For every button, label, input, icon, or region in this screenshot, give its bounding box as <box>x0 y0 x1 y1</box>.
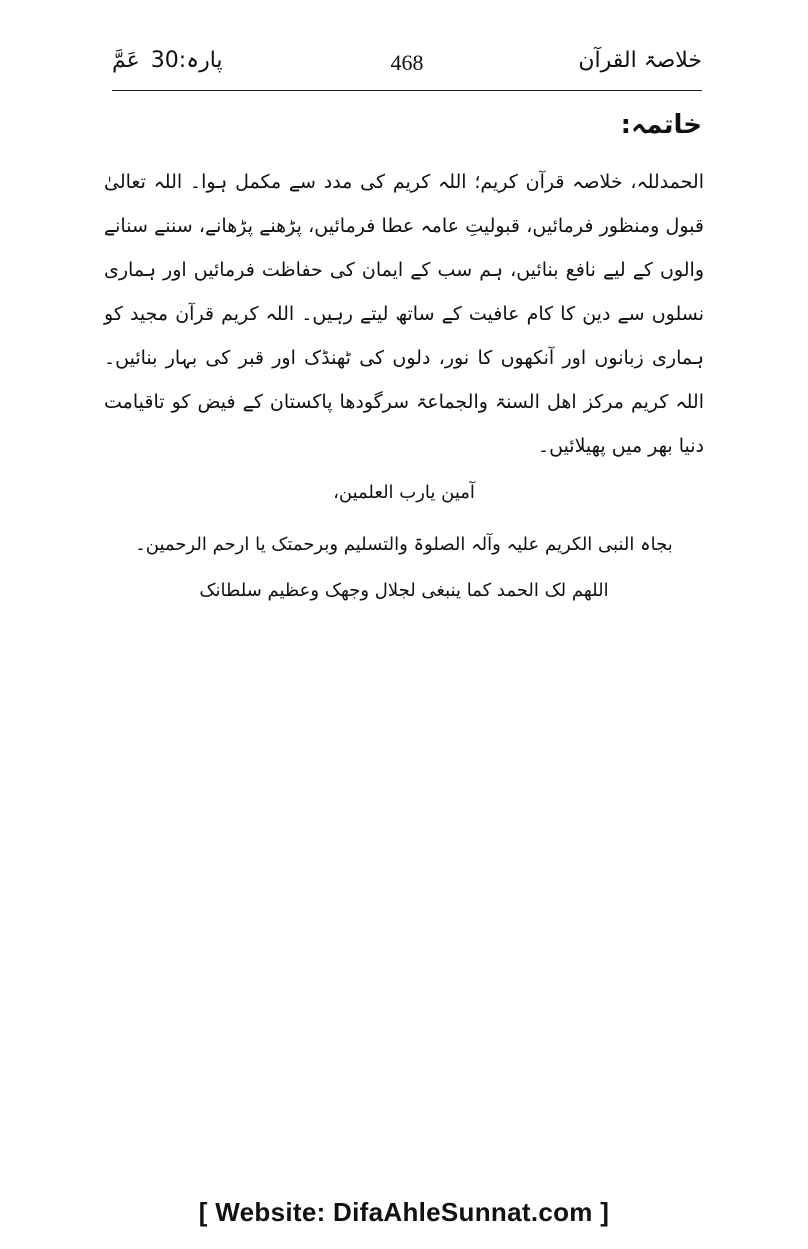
page-number: 468 <box>390 50 424 75</box>
closing-paragraph: الحمدللہ، خلاصہ قرآن کریم؛ اللہ کریم کی مدد سے مکمل ہوا۔ اللہ تعالیٰ قبول ومنظور فرمائیں، قبولیتِ عامہ عطا فرمائیں، پڑھنے پڑھانے، سننے سنانے والوں کے لیے نافع بنائیں، ہم سب کے ایمان کی حفاظت فرمائیں اور ہماری نسلوں سے دین کا کام عافیت کے ساتھ لیتے رہیں۔ اللہ کریم قرآن مجید کو ہماری زبانوں اور آنکھوں کا نور، دلوں کی ٹھنڈک اور قبر کی بہار بنائیں۔ اللہ کریم مرکز اھل السنۃ والجماعۃ سرگودھا پاکستان کے فیض کو تاقیامت دنیا بھر میں پھیلائیں۔ <box>104 171 704 457</box>
durood-line: بجاہ النبی الکریم علیہ وآلہ الصلوۃ والتسلیم وبرحمتک یا ارحم الرحمین۔ <box>135 534 673 555</box>
ameen-line: آمین یارب العلمین، <box>333 482 475 503</box>
para-label: پارہ:30 <box>150 48 223 73</box>
para-info <box>112 48 223 73</box>
header-divider <box>112 90 702 91</box>
page-header <box>112 40 702 92</box>
website-footer: [ Website: DifaAhleSunnat.com ] <box>198 1197 610 1227</box>
dua-line: اللھم لک الحمد کما ینبغی لجلال وجھک وعظیم سلطانک <box>199 580 609 601</box>
book-title: خلاصۃ القرآن <box>578 48 702 73</box>
section-title: خاتمہ: <box>620 110 702 140</box>
para-name: عَمَّ <box>112 48 140 73</box>
